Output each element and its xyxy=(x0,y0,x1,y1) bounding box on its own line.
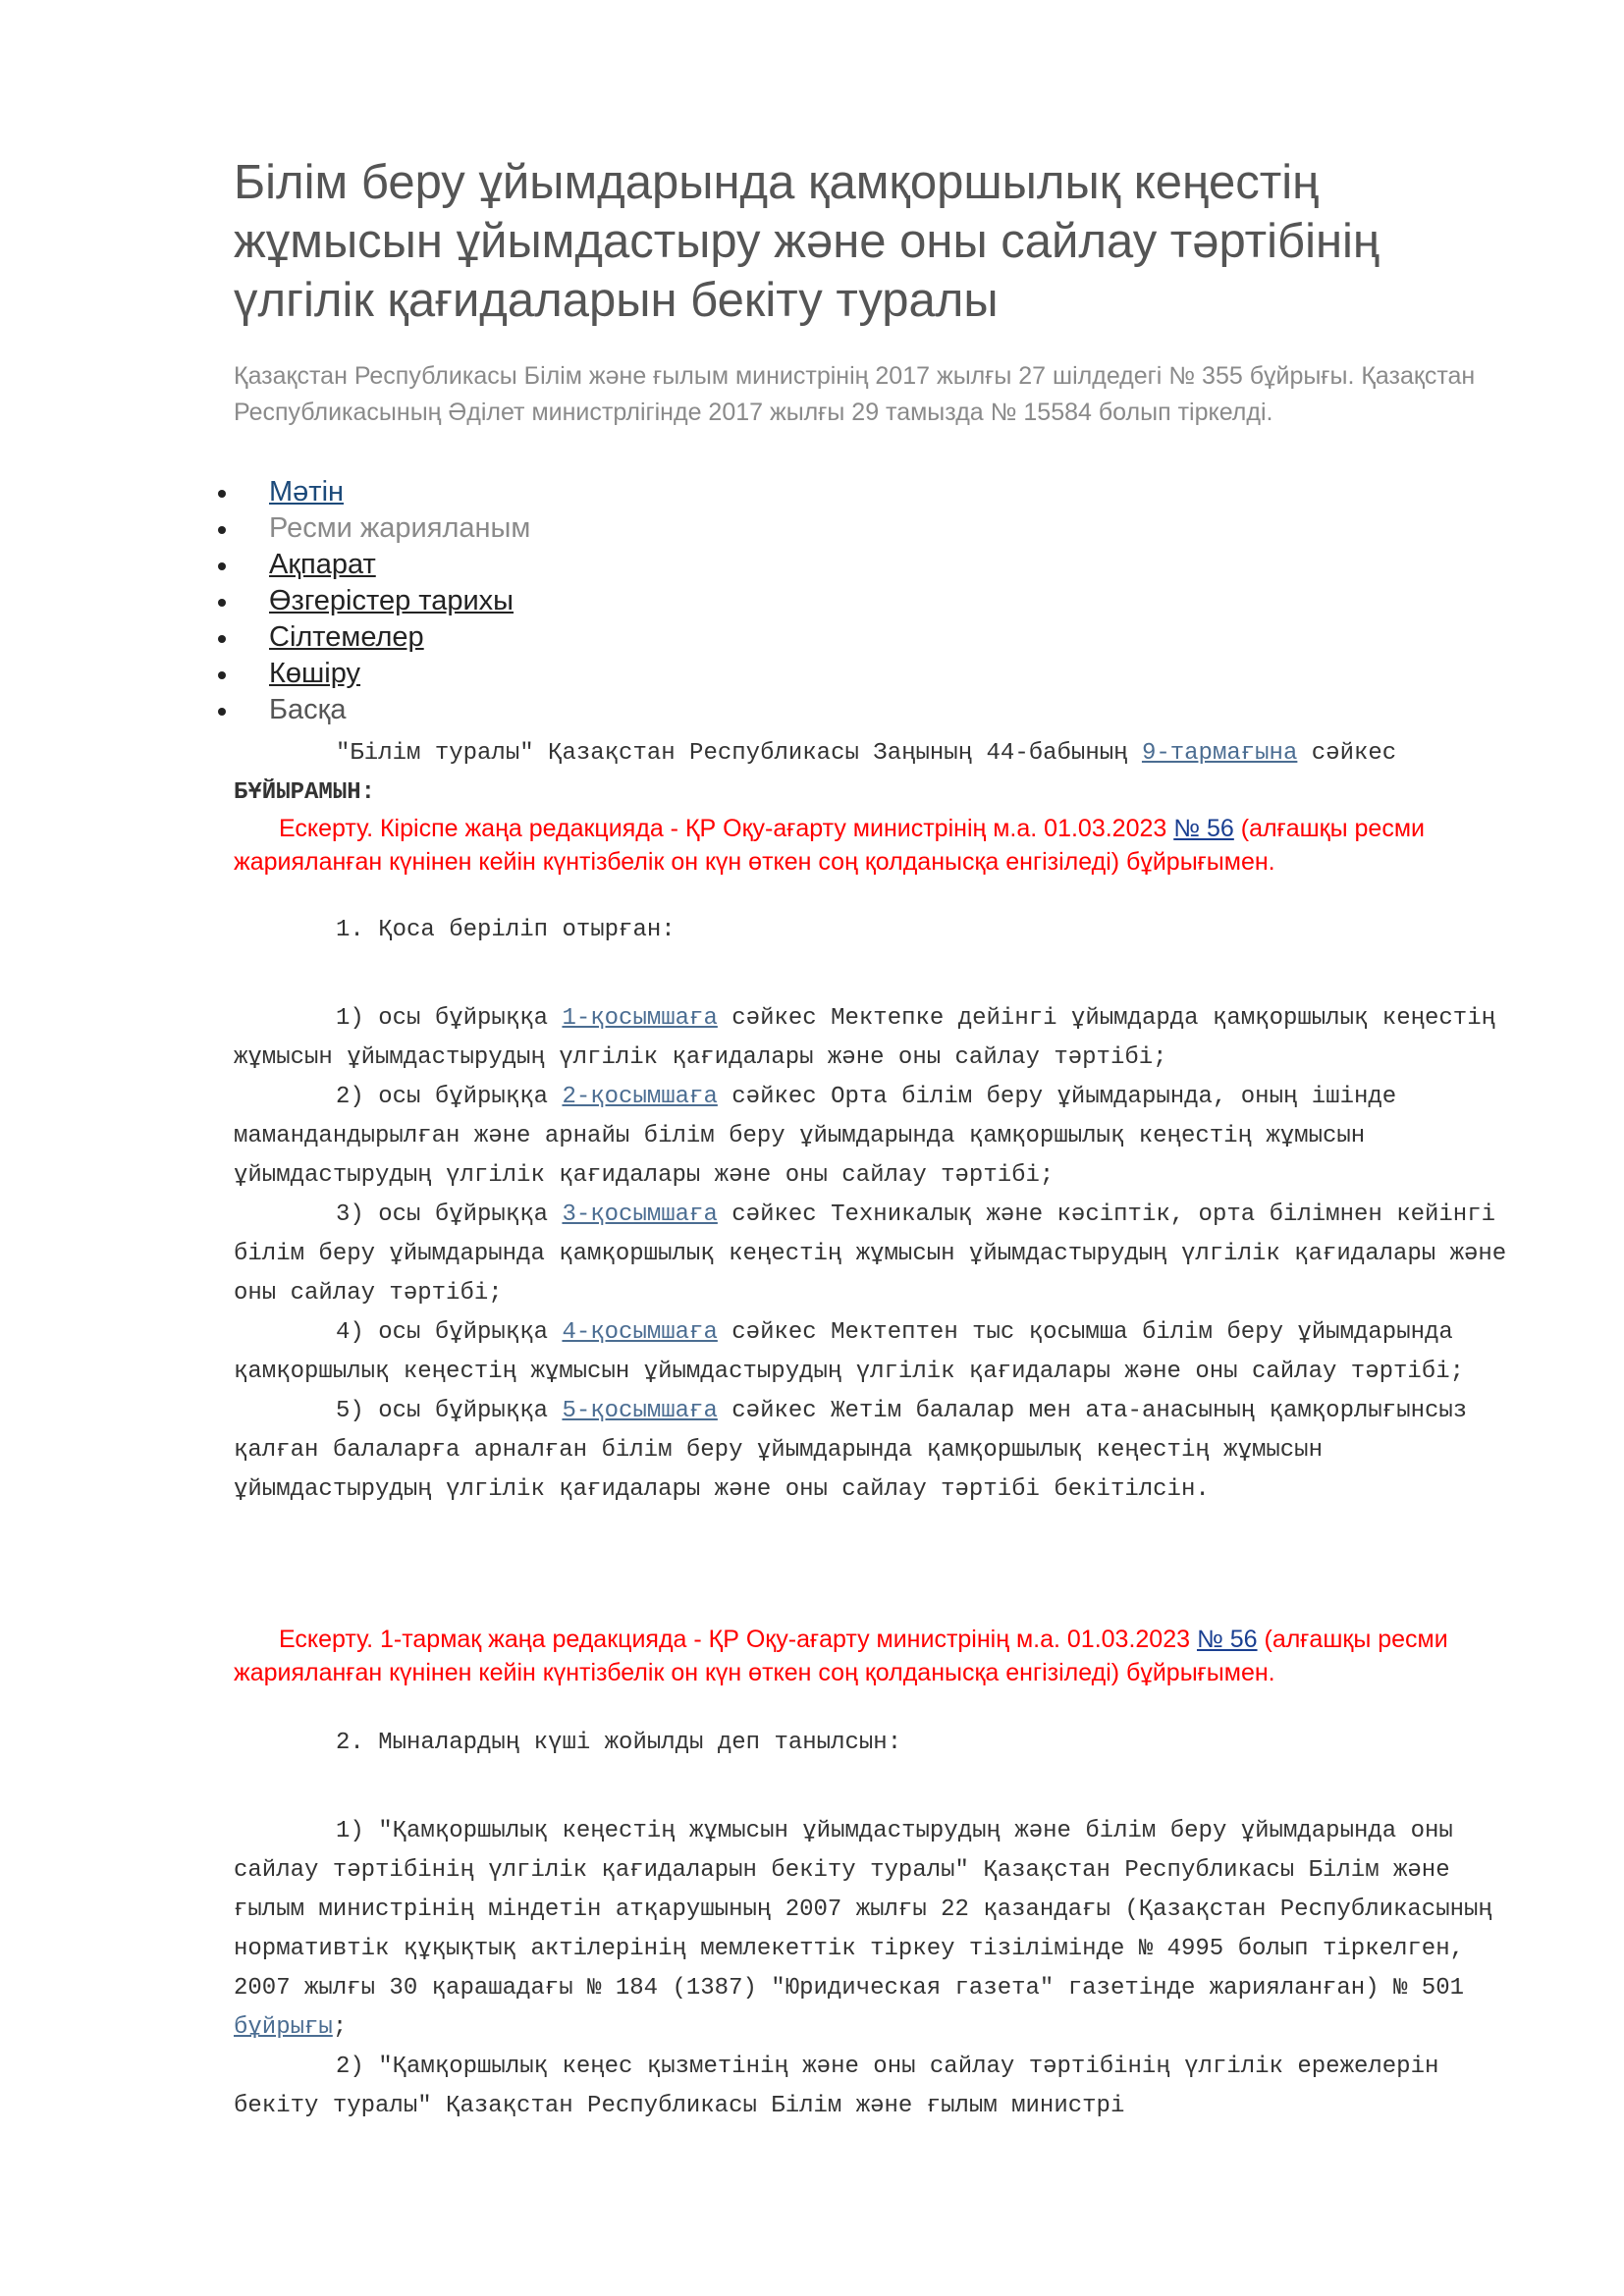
subitem-1-4: 4) осы бұйрыққа 4-қосымшаға сәйкес Мектептен тыс қосымша білім беру ұйымдарында қамқоршылық кеңестің жұмысын ұйымдастырудың үлгілік қағидалары және оны сайлау тәртібі; xyxy=(234,1319,1465,1385)
subitem-1-2: 2) осы бұйрыққа 2-қосымшаға сәйкес Орта білім беру ұйымдарында, оның ішінде мамандандырылған және арнайы білім беру ұйымдарында қамқоршылық кеңестің жұмысын ұйымдастырудың үлгілік қағидалары және оны сайлау тәртібі; xyxy=(234,1084,1397,1189)
preamble-paragraph: "Білім туралы" Қазақстан Республикасы Заңының 44-бабының 9-тармағына сәйкес БҰЙЫРАМЫН: xyxy=(234,740,1397,806)
appendix-2-link[interactable]: 2-қосымшаға xyxy=(562,1084,718,1110)
document-subtitle: Қазақстан Республикасы Білім және ғылым министрінің 2017 жылғы 27 шілдедегі № 355 бұйрығы. Қазақстан Республикасының Әділет министрлігінде 2017 жылғы 29 тамызда № 15584 болып тіркелді. xyxy=(234,362,1476,426)
tab-references[interactable] xyxy=(234,619,530,656)
document-tabs xyxy=(234,474,530,728)
tab-other[interactable] xyxy=(234,692,530,728)
order-keyword: БҰЙЫРАМЫН xyxy=(234,779,361,806)
tab-history-label[interactable]: Өзгерістер тарихы xyxy=(269,585,514,616)
subitem-1-5: 5) осы бұйрыққа 5-қосымшаға сәйкес Жетім балалар мен ата-анасының қамқорлығынсыз қалған балаларға арналған білім беру ұйымдарында қамқоршылық кеңестің жұмысын ұйымдастырудың үлгілік қағидалары және оны сайлау тәртібі бекітілсін. xyxy=(234,1398,1468,1503)
tab-official-publication xyxy=(234,510,530,547)
subitem-1-3: 3) осы бұйрыққа 3-қосымшаға сәйкес Техникалық және кәсіптік, орта білімнен кейінгі білім беру ұйымдарында қамқоршылық кеңестің жұмысын ұйымдастырудың үлгілік қағидалары және оны сайлау тәртібі; xyxy=(234,1201,1507,1307)
subitem-1-1: 1) осы бұйрыққа 1-қосымшаға сәйкес Мектепке дейінгі ұйымдарда қамқоршылық кеңестің жұмысын ұйымдастырудың үлгілік қағидалары және оны сайлау тәртібі; xyxy=(234,1005,1496,1071)
subitem-2-1: 1) "Қамқоршылық кеңестің жұмысын ұйымдастырудың және білім беру ұйымдарында оны сайлау тәртібінің үлгілік қағидаларын бекіту туралы" Қазақстан Республикасы Білім және ғылым министрінің міндетін атқарушының 2007 жылғы 22 қазандағы (Қазақстан Республикасының нормативтік құқықтық актілерінің мемлекеттік тіркеу тізілімінде № 4995 болып тіркелген, 2007 жылғы 30 қарашадағы № 184 (1387) "Юридическая газета" газетінде жарияланған) № 501 бұйрығы; xyxy=(234,1818,1492,2041)
article-9-link[interactable]: 9-тармағына xyxy=(1141,740,1298,767)
tab-other-label[interactable]: Басқа xyxy=(269,694,347,725)
amendment-note-item-1: Ескерту. 1-тармақ жаңа редакцияда - ҚР Оқу-ағарту министрінің м.а. 01.03.2023 № 56 (алғашқы ресми жарияланған күнінен кейін күнтізбелік он күн өткен соң қолданысқа енгізіледі) бұйрығымен. xyxy=(234,1626,1448,1686)
appendix-5-link[interactable]: 5-қосымшаға xyxy=(562,1398,718,1424)
tab-text-label[interactable]: Мәтін xyxy=(269,476,345,507)
tab-info-label[interactable]: Ақпарат xyxy=(269,549,376,580)
tab-text[interactable] xyxy=(234,474,530,510)
order-56-link[interactable]: № 56 xyxy=(1173,815,1234,842)
order-56-link-2[interactable]: № 56 xyxy=(1196,1626,1258,1653)
appendix-1-link[interactable]: 1-қосымшаға xyxy=(562,1005,718,1032)
subitem-2-2: 2) "Қамқоршылық кеңес қызметінің және оны сайлау тәртібінің үлгілік ережелерін бекіту туралы" Қазақстан Республикасы Білім және ғылым министрі xyxy=(234,2054,1439,2119)
appendix-4-link[interactable]: 4-қосымшаға xyxy=(562,1319,718,1346)
item-2-subitems xyxy=(234,1812,1510,2126)
item-2-heading: 2. Мыналардың күші жойылды деп танылсын: xyxy=(336,1730,902,1756)
preamble xyxy=(234,734,1510,813)
tab-official-publication-label: Ресми жарияланым xyxy=(269,512,531,544)
item-1-heading: 1. Қоса беріліп отырған: xyxy=(336,917,676,943)
amendment-note-preamble: Ескерту. Кіріспе жаңа редакцияда - ҚР Оқу-ағарту министрінің м.а. 01.03.2023 № 56 (алғашқы ресми жарияланған күнінен кейін күнтізбелік он күн өткен соң қолданысқа енгізіледі) бұйрығымен. xyxy=(234,815,1425,876)
item-1-subitems xyxy=(234,999,1510,1510)
tab-copy-label[interactable]: Көшіру xyxy=(269,658,361,689)
document-title: Білім беру ұйымдарында қамқоршылық кеңестің жұмысын ұйымдастыру және оны сайлау тәртібінің үлгілік қағидаларын бекіту туралы xyxy=(234,156,1380,327)
tab-copy[interactable] xyxy=(234,656,530,692)
tab-references-label[interactable]: Сілтемелер xyxy=(269,621,424,653)
item-1 xyxy=(234,911,1510,950)
tab-info[interactable] xyxy=(234,547,530,583)
order-501-link[interactable]: бұйрығы xyxy=(234,2014,333,2041)
appendix-3-link[interactable]: 3-қосымшаға xyxy=(562,1201,718,1228)
item-2 xyxy=(234,1724,1510,1763)
tab-history[interactable] xyxy=(234,583,530,619)
